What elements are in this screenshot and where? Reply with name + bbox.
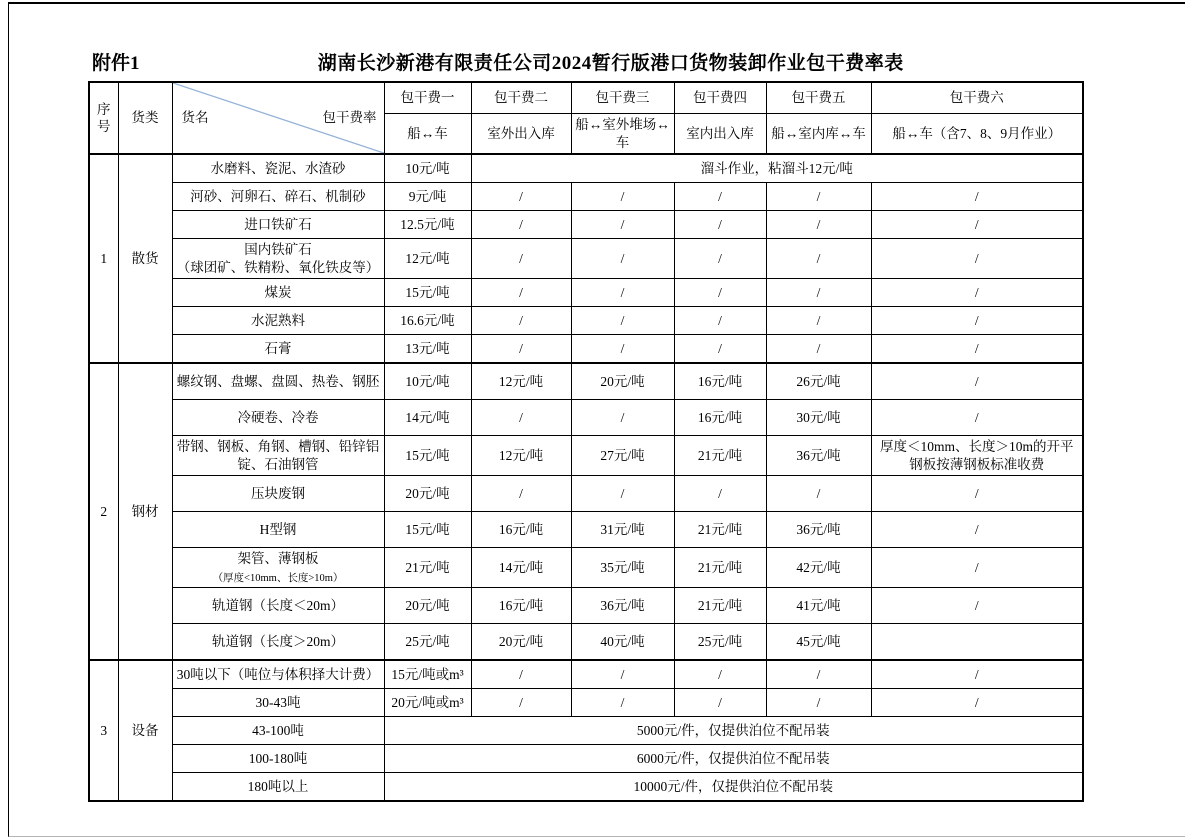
- table-row: [89, 307, 1083, 335]
- fee-cell: 26元/吨: [766, 363, 871, 400]
- fee-cell: 21元/吨: [674, 436, 766, 476]
- cargo-name-text: 压块废钢: [251, 486, 305, 501]
- fee-cell: /: [571, 183, 674, 211]
- col-header-fee-1: 包干费一: [384, 82, 471, 114]
- fee-cell: 15元/吨: [384, 436, 471, 476]
- fee-cell: /: [674, 183, 766, 211]
- cargo-name: [172, 512, 384, 548]
- attachment-label: 附件1: [92, 53, 140, 74]
- fee-cell: 15元/吨: [384, 512, 471, 548]
- fee-cell: 35元/吨: [571, 548, 674, 588]
- cargo-name: [172, 211, 384, 239]
- fee-cell: /: [871, 689, 1083, 717]
- fee-cell: /: [471, 335, 571, 364]
- document: [88, 48, 1082, 802]
- fee-cell: 42元/吨: [766, 548, 871, 588]
- table-row: [89, 476, 1083, 512]
- fee-cell: /: [571, 335, 674, 364]
- cargo-name: [172, 154, 384, 183]
- fee-cell: 36元/吨: [766, 512, 871, 548]
- cargo-name: [172, 307, 384, 335]
- fee-cell: /: [571, 660, 674, 689]
- cargo-name-note: （厚度<10mm、长度>10m）: [212, 572, 344, 584]
- table-section-2: [89, 363, 1083, 660]
- col-header-diagonal: [172, 82, 384, 154]
- fee-cell: 27元/吨: [571, 436, 674, 476]
- table-row: [89, 588, 1083, 624]
- table-row: [89, 239, 1083, 279]
- cargo-name: [172, 745, 384, 773]
- fee-cell: /: [871, 211, 1083, 239]
- cargo-name-text: 架管、薄钢板: [237, 551, 319, 567]
- fee-cell: 12元/吨: [471, 363, 571, 400]
- fee-cell: 16元/吨: [674, 363, 766, 400]
- col-subheader-fee-2: 室外出入库: [471, 114, 571, 155]
- fee-cell: /: [571, 689, 674, 717]
- cargo-name: [172, 773, 384, 802]
- col-header-fee-5: 包干费五: [766, 82, 871, 114]
- fee-cell: /: [571, 400, 674, 436]
- table-header: [89, 82, 1083, 154]
- fee-cell: 25元/吨: [384, 624, 471, 661]
- fee-cell: 20元/吨: [471, 624, 571, 661]
- table-row: [89, 660, 1083, 689]
- fee-cell: /: [471, 400, 571, 436]
- col-subheader-fee-5: 船↔室内库↔车: [766, 114, 871, 155]
- fee-cell: 12元/吨: [471, 436, 571, 476]
- fee-cell: 21元/吨: [674, 588, 766, 624]
- fee-cell: /: [471, 211, 571, 239]
- fee-cell: /: [871, 400, 1083, 436]
- fee-cell: 40元/吨: [571, 624, 674, 661]
- cargo-name-text: H型钢: [259, 522, 297, 537]
- fee-cell: 厚度＜10mm、长度＞10m的开平钢板按薄钢板标准收费: [871, 436, 1083, 476]
- fee-cell: 21元/吨: [384, 548, 471, 588]
- cargo-name-text: 180吨以上: [247, 779, 309, 795]
- col-header-fee-2: 包干费二: [471, 82, 571, 114]
- table-row: [89, 211, 1083, 239]
- cargo-name: [172, 436, 384, 476]
- fee-cell: 21元/吨: [674, 548, 766, 588]
- cargo-name-text: 带钢、钢板、角钢、槽钢、铅锌铝锭、石油钢管: [176, 439, 380, 472]
- fee-cell: /: [571, 279, 674, 307]
- cargo-name: [172, 548, 384, 588]
- fee-cell: 21元/吨: [674, 512, 766, 548]
- fee-cell: 10元/吨: [384, 154, 471, 183]
- col-header-fee-3: 包干费三: [571, 82, 674, 114]
- cargo-name: [172, 279, 384, 307]
- fee-cell: /: [674, 689, 766, 717]
- fee-cell: /: [471, 239, 571, 279]
- cargo-name: [172, 717, 384, 745]
- cargo-name: [172, 689, 384, 717]
- col-header-fee-4: 包干费四: [674, 82, 766, 114]
- table-row: [89, 183, 1083, 211]
- fee-cell: /: [766, 689, 871, 717]
- fee-cell: /: [674, 211, 766, 239]
- fee-cell: 45元/吨: [766, 624, 871, 661]
- cargo-name: [172, 400, 384, 436]
- cargo-name-text: 轨道钢（长度＞20m）: [211, 634, 344, 650]
- fee-cell: 9元/吨: [384, 183, 471, 211]
- fee-cell: /: [871, 660, 1083, 689]
- fee-cell: 15元/吨: [384, 279, 471, 307]
- fee-cell: 20元/吨: [384, 588, 471, 624]
- fee-cell: 16元/吨: [471, 512, 571, 548]
- fee-cell: 12元/吨: [384, 239, 471, 279]
- table-row: [89, 335, 1083, 364]
- diagonal-label-rate: 包干费率: [322, 110, 377, 126]
- fee-cell: [871, 624, 1083, 661]
- page-title: 湖南长沙新港有限责任公司2024暂行版港口货物装卸作业包干费率表: [317, 53, 904, 74]
- fee-cell: /: [766, 239, 871, 279]
- table-row: [89, 436, 1083, 476]
- fee-cell: 14元/吨: [471, 548, 571, 588]
- section-seq: 3: [89, 660, 118, 801]
- header-row-1: [89, 82, 1083, 114]
- col-header-category: 货类: [118, 82, 172, 154]
- col-header-fee-6: 包干费六: [871, 82, 1083, 114]
- cargo-name: [172, 476, 384, 512]
- fee-cell: 25元/吨: [674, 624, 766, 661]
- fee-cell: /: [674, 307, 766, 335]
- section-category: 散货: [118, 154, 172, 363]
- fee-cell: /: [871, 512, 1083, 548]
- fee-cell: /: [571, 239, 674, 279]
- cargo-name-text: 冷硬卷、冷卷: [237, 409, 319, 425]
- fee-cell: /: [766, 211, 871, 239]
- fee-cell: /: [871, 239, 1083, 279]
- title-row: [88, 48, 1082, 79]
- cargo-name: [172, 588, 384, 624]
- fee-cell: 20元/吨: [571, 363, 674, 400]
- section-category: 设备: [118, 660, 172, 801]
- fee-cell: 16.6元/吨: [384, 307, 471, 335]
- fee-cell: 16元/吨: [471, 588, 571, 624]
- fee-cell: /: [871, 335, 1083, 364]
- fee-cell: /: [871, 476, 1083, 512]
- fee-cell: 36元/吨: [766, 436, 871, 476]
- fee-cell: /: [471, 183, 571, 211]
- fee-cell: /: [871, 363, 1083, 400]
- table-row: [89, 745, 1083, 773]
- fee-cell: 10000元/件，仅提供泊位不配吊装: [384, 773, 1083, 802]
- fee-cell: 20元/吨: [384, 476, 471, 512]
- table-row: [89, 624, 1083, 661]
- cargo-name: [172, 660, 384, 689]
- fee-cell: 36元/吨: [571, 588, 674, 624]
- fee-cell: /: [471, 307, 571, 335]
- table-row: [89, 512, 1083, 548]
- fee-cell: 41元/吨: [766, 588, 871, 624]
- cargo-name: [172, 239, 384, 279]
- cargo-name: [172, 335, 384, 364]
- fee-cell: /: [871, 183, 1083, 211]
- cargo-name-line2: （球团矿、铁精粉、氧化铁皮等）: [176, 259, 380, 275]
- section-seq: 1: [89, 154, 118, 363]
- fee-cell: /: [471, 476, 571, 512]
- table-row: [89, 400, 1083, 436]
- cargo-name-text: 100-180吨: [248, 751, 308, 767]
- fee-cell: /: [674, 279, 766, 307]
- cargo-name: [172, 624, 384, 661]
- cargo-name-text: 43-100吨: [252, 723, 304, 739]
- cargo-name-text: 水磨料、瓷泥、水渣砂: [210, 160, 346, 176]
- fee-cell: 5000元/件，仅提供泊位不配吊装: [384, 717, 1083, 745]
- col-subheader-fee-4: 室内出入库: [674, 114, 766, 155]
- fee-cell: 20元/吨或m³: [384, 689, 471, 717]
- cargo-name-text: 轨道钢（长度＜20m）: [211, 598, 344, 614]
- fee-cell: /: [674, 660, 766, 689]
- cargo-name-text: 进口铁矿石: [244, 216, 312, 232]
- fee-cell: 10元/吨: [384, 363, 471, 400]
- fee-cell: /: [674, 335, 766, 364]
- table-row: [89, 548, 1083, 588]
- fee-cell: 31元/吨: [571, 512, 674, 548]
- cargo-name-text: 水泥熟料: [251, 312, 305, 328]
- fee-cell: /: [766, 183, 871, 211]
- fee-cell: /: [766, 660, 871, 689]
- cargo-name-text: 30吨以下（吨位与体积择大计费）: [176, 667, 380, 683]
- table-row: [89, 279, 1083, 307]
- fee-cell: /: [571, 211, 674, 239]
- fee-cell: /: [871, 307, 1083, 335]
- cargo-name: [172, 363, 384, 400]
- table-row: [89, 363, 1083, 400]
- col-subheader-fee-3: 船↔室外堆场↔车: [571, 114, 674, 155]
- fee-cell: /: [471, 279, 571, 307]
- fee-cell: /: [766, 279, 871, 307]
- fee-cell: 16元/吨: [674, 400, 766, 436]
- fee-cell: /: [871, 548, 1083, 588]
- col-subheader-fee-1: 船↔车: [384, 114, 471, 155]
- cargo-name-text: 河砂、河卵石、碎石、机制砂: [190, 188, 366, 204]
- cargo-name-text: 30-43吨: [255, 695, 301, 711]
- fee-cell: /: [674, 476, 766, 512]
- fee-cell: /: [871, 279, 1083, 307]
- fee-cell: 14元/吨: [384, 400, 471, 436]
- cargo-name-text: 螺纹钢、盘螺、盘圆、热卷、钢胚: [176, 373, 380, 389]
- fee-cell: 15元/吨或m³: [384, 660, 471, 689]
- fee-cell: /: [571, 476, 674, 512]
- fee-cell: 13元/吨: [384, 335, 471, 364]
- fee-cell: /: [471, 689, 571, 717]
- table-section-1: [89, 154, 1083, 363]
- cargo-name-text: 煤炭: [264, 284, 292, 300]
- col-subheader-fee-6: 船↔车（含7、8、9月作业）: [871, 114, 1083, 155]
- fee-cell: /: [571, 307, 674, 335]
- fee-cell: 12.5元/吨: [384, 211, 471, 239]
- diagonal-label-cargo-name: 货名: [181, 110, 209, 126]
- cargo-name: [172, 183, 384, 211]
- cargo-name-text: 石膏: [264, 340, 292, 356]
- rate-table: [88, 81, 1084, 802]
- table-row: [89, 717, 1083, 745]
- fee-cell: /: [766, 335, 871, 364]
- table-row: [89, 154, 1083, 183]
- cargo-name-text: 国内铁矿石: [244, 242, 312, 258]
- col-header-seq: 序号: [89, 82, 118, 154]
- fee-cell: 6000元/件，仅提供泊位不配吊装: [384, 745, 1083, 773]
- table-row: [89, 689, 1083, 717]
- section-category: 钢材: [118, 363, 172, 660]
- fee-cell: 30元/吨: [766, 400, 871, 436]
- fee-cell: 溜斗作业，粘溜斗12元/吨: [471, 154, 1083, 183]
- fee-cell: /: [766, 476, 871, 512]
- table-row: [89, 773, 1083, 802]
- section-seq: 2: [89, 363, 118, 660]
- fee-cell: /: [471, 660, 571, 689]
- fee-cell: /: [674, 239, 766, 279]
- fee-cell: /: [766, 307, 871, 335]
- table-section-3: [89, 660, 1083, 801]
- fee-cell: /: [871, 588, 1083, 624]
